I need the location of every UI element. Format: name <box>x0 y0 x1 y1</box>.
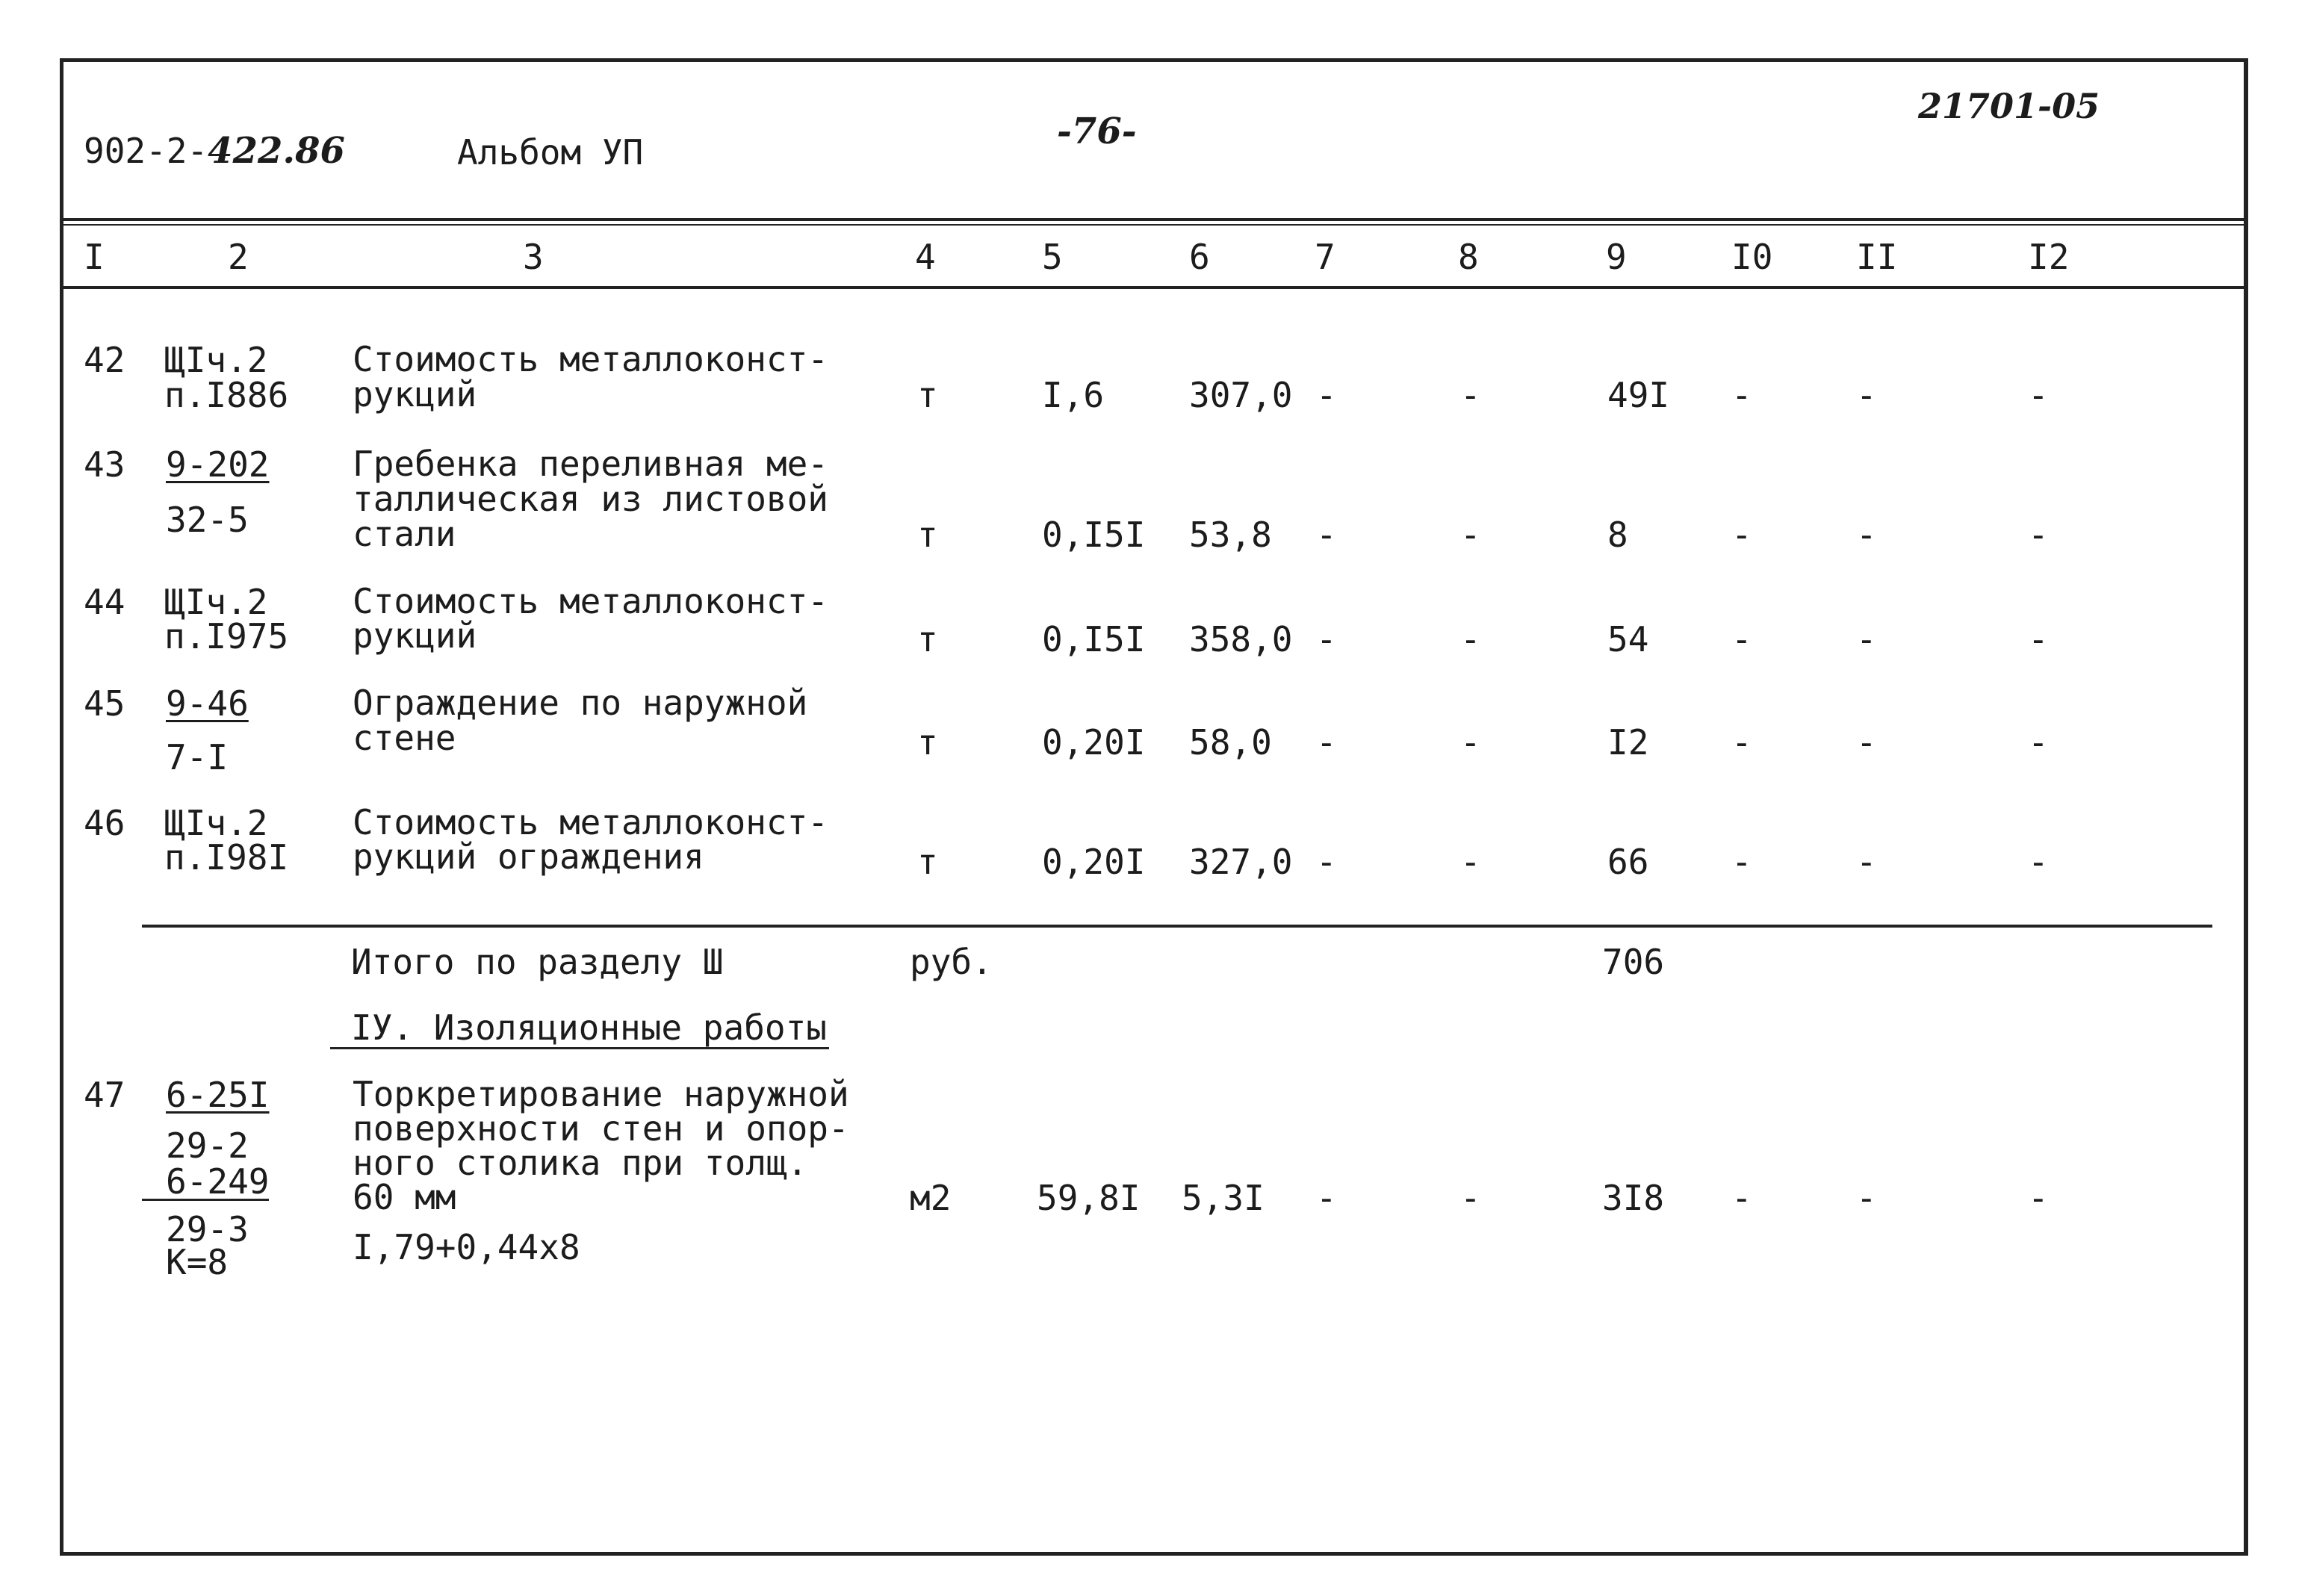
row-quantity: I,6 <box>1042 375 1105 415</box>
row-col11: - <box>1856 619 1877 659</box>
row-description-line: стене <box>353 718 456 758</box>
row-number: 43 <box>84 444 125 485</box>
total-separator <box>142 925 2212 928</box>
row-description-line: рукций <box>353 374 477 414</box>
row-unit-price: 5,3I <box>1182 1178 1265 1218</box>
row-col11: - <box>1856 375 1877 415</box>
row-unit-price: 327,0 <box>1189 842 1293 882</box>
row-formula: I,79+0,44x8 <box>353 1227 580 1267</box>
album-title: Альбом УП <box>457 132 644 173</box>
row-col7: - <box>1316 375 1337 415</box>
document-number: 21701-05 <box>1918 86 2100 126</box>
page-number: -76- <box>1057 111 1137 152</box>
row-quantity: 0,I5I <box>1042 515 1146 555</box>
row-quantity: 0,20I <box>1042 842 1146 882</box>
column-header: II <box>1856 237 1898 277</box>
row-col10: - <box>1731 619 1752 659</box>
row-col12: - <box>2028 722 2049 763</box>
row-total: 66 <box>1607 842 1649 882</box>
row-description-line: Ограждение по наружной <box>353 683 808 723</box>
row-code-line: ЩIч.2 <box>164 582 268 622</box>
header-rule-top-double <box>63 224 2244 226</box>
row-col7: - <box>1316 842 1337 882</box>
row-col8: - <box>1460 722 1481 763</box>
row-total: 3I8 <box>1602 1178 1665 1218</box>
row-code-line: 29-2 <box>166 1125 249 1166</box>
row-col8: - <box>1460 515 1481 555</box>
row-description-line: Торкретирование наружной <box>353 1074 849 1114</box>
row-unit: м2 <box>910 1178 952 1218</box>
row-code-line: ЩIч.2 <box>164 803 268 843</box>
column-header: I0 <box>1731 237 1773 277</box>
row-unit-price: 58,0 <box>1189 722 1272 763</box>
row-col8: - <box>1460 1178 1481 1218</box>
column-header: 5 <box>1042 237 1063 277</box>
header-rule-top <box>63 218 2244 221</box>
row-unit: т <box>917 722 938 763</box>
row-code-line: 7-I <box>166 737 229 777</box>
row-unit: т <box>917 842 938 882</box>
row-description-line: ного столика при толщ. <box>353 1143 808 1183</box>
row-col10: - <box>1731 842 1752 882</box>
row-unit-price: 358,0 <box>1189 619 1293 659</box>
row-quantity: 0,20I <box>1042 722 1146 763</box>
row-col10: - <box>1731 375 1752 415</box>
row-col10: - <box>1731 515 1752 555</box>
column-header: I2 <box>2028 237 2070 277</box>
row-description-line: рукций ограждения <box>353 836 704 877</box>
row-col12: - <box>2028 515 2049 555</box>
row-col12: - <box>2028 842 2049 882</box>
row-code-line: К=8 <box>166 1242 229 1282</box>
row-number: 44 <box>84 582 125 622</box>
code-fraction-line <box>142 1199 269 1201</box>
row-col12: - <box>2028 1178 2049 1218</box>
row-code-line: 32-5 <box>166 500 249 540</box>
row-col12: - <box>2028 619 2049 659</box>
row-description-line: Стоимость металлоконст- <box>353 802 828 842</box>
row-unit-price: 53,8 <box>1189 515 1272 555</box>
header-rule-bottom <box>63 286 2244 289</box>
column-header: 9 <box>1606 237 1627 277</box>
section-title-underline <box>330 1047 829 1049</box>
row-code-line: 9-46 <box>166 683 249 724</box>
total-value: 706 <box>1602 942 1665 982</box>
row-description-line: Гребенка переливная ме- <box>353 444 828 484</box>
row-description-line: стали <box>353 514 456 554</box>
row-col11: - <box>1856 515 1877 555</box>
row-code-line: 9-202 <box>166 444 270 485</box>
row-code-line: 6-25I <box>166 1075 270 1115</box>
row-code-line: п.I886 <box>164 375 289 415</box>
row-quantity: 59,8I <box>1037 1178 1141 1218</box>
row-total: 8 <box>1607 515 1628 555</box>
column-header: 6 <box>1189 237 1210 277</box>
column-header: 4 <box>915 237 936 277</box>
column-header: 7 <box>1315 237 1335 277</box>
row-number: 42 <box>84 340 125 380</box>
row-unit: т <box>917 619 938 659</box>
row-col12: - <box>2028 375 2049 415</box>
row-col7: - <box>1316 619 1337 659</box>
total-label: Итого по разделу Ш <box>351 942 724 982</box>
row-col7: - <box>1316 515 1337 555</box>
row-col7: - <box>1316 722 1337 763</box>
row-description-line: поверхности стен и опор- <box>353 1108 849 1149</box>
row-description-line: рукций <box>353 615 477 656</box>
row-unit-price: 307,0 <box>1189 375 1293 415</box>
column-header: 2 <box>228 237 249 277</box>
row-number: 45 <box>84 683 125 724</box>
row-unit: т <box>917 515 938 555</box>
row-code-line: п.I98I <box>164 837 289 878</box>
row-code-line: 6-249 <box>166 1161 270 1202</box>
column-header: I <box>84 237 105 277</box>
row-col11: - <box>1856 722 1877 763</box>
row-col8: - <box>1460 842 1481 882</box>
row-code-line: 29-3 <box>166 1209 249 1249</box>
project-code-prefix: 902-2- <box>84 131 208 171</box>
row-col10: - <box>1731 722 1752 763</box>
row-unit: т <box>917 375 938 415</box>
row-description-line: Стоимость металлоконст- <box>353 581 828 621</box>
row-total: 54 <box>1607 619 1649 659</box>
column-header: 3 <box>523 237 544 277</box>
row-description-line: таллическая из листовой <box>353 479 828 519</box>
row-quantity: 0,I5I <box>1042 619 1146 659</box>
row-col10: - <box>1731 1178 1752 1218</box>
row-code-line: п.I975 <box>164 616 289 656</box>
column-header: 8 <box>1458 237 1479 277</box>
row-code-line: ЩIч.2 <box>164 340 268 380</box>
row-col11: - <box>1856 842 1877 882</box>
row-col8: - <box>1460 619 1481 659</box>
project-code-handwritten: 422.86 <box>208 130 345 172</box>
total-unit: руб. <box>910 942 993 982</box>
row-total: 49I <box>1607 375 1670 415</box>
row-description-line: 60 мм <box>353 1177 456 1217</box>
row-number: 46 <box>84 803 125 843</box>
row-col7: - <box>1316 1178 1337 1218</box>
row-description-line: Стоимость металлоконст- <box>353 339 828 379</box>
row-number: 47 <box>84 1075 125 1115</box>
section-title: IУ. Изоляционные работы <box>351 1007 827 1048</box>
project-code <box>84 130 345 172</box>
row-col8: - <box>1460 375 1481 415</box>
row-col11: - <box>1856 1178 1877 1218</box>
row-total: I2 <box>1607 722 1649 763</box>
